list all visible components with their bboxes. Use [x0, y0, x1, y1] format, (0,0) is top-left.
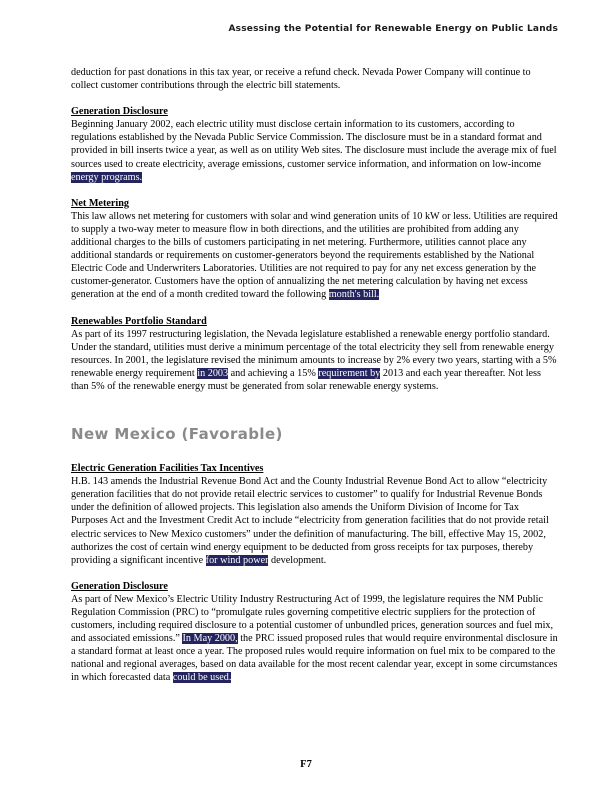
text-run: H.B. 143 amends the Industrial Revenue Bond Act and the County Industrial Revenue Bond Act to allow “electricity generation facilities that do not provide retail electric services to customer” to qualify for Industrial Revenue Bonds under the definition of allowed projects. This legislation also amends the Uniform Division of Income for Tax Purposes Act and the Investment Credit Act to include “electricity from generation facilities that do not provide retail electric services to New Mexico customers” under the definition of manufacturing. The bill, effective May 15, 2002, authorizes the cost of certain wind energy equipment to be deducted from gross receipts for tax purposes, thereby providing a significant incentive — [71, 476, 549, 566]
section-heading: Electric Generation Facilities Tax Incentives — [71, 463, 264, 475]
highlighted-text: requirement by — [318, 367, 381, 379]
section-generation-disclosure-nevada — [71, 105, 558, 184]
running-header — [71, 24, 558, 34]
highlighted-text: for wind power — [205, 554, 269, 566]
text-run: development. — [268, 554, 327, 566]
highlighted-text: In May 2000, — [182, 633, 238, 645]
page-number: F7 — [300, 759, 312, 770]
text-run: the PRC issued proposed rules that would require environmental disclosure in a standard format at least once a year. The proposed rules would require information on fuel mix to be compared to the national and regional averages, based on data available for the most recent calendar year, except in some circumstances in which forecasted data — [71, 633, 558, 684]
text-run: As part of its 1997 restructuring legislation, the Nevada legislature established a renewable energy portfolio standard. Under the standard, utilities must derive a minimum percentage of the total electricity they sell from renewable energy resources. In 2001, the legislature revised the minimum amounts to increase by 2% every two years, starting with a 5% renewable energy requirement — [71, 328, 557, 379]
text-run: deduction for past donations in this tax year, or receive a refund check. Nevada Power Company will continue to collect customer contributions through the electric bill statements. — [71, 67, 531, 92]
section-heading: Renewables Portfolio Standard — [71, 315, 207, 327]
section-paragraph — [71, 210, 558, 302]
section-heading: Generation Disclosure — [71, 106, 168, 118]
section-net-metering — [71, 197, 558, 302]
section-paragraph — [71, 593, 558, 685]
highlighted-text: month's bill. — [328, 289, 380, 301]
text-run: As part of New Mexico’s Electric Utility Industry Restructuring Act of 1999, the legislature requires the NM Public Regulation Commission (PRC) to “promulgate rules governing competitive electric suppliers for the protection of customers, including required disclosure to a potential customer of unbundled prices, generation sources and fuel mix, and associated emissions.” — [71, 593, 554, 645]
text-run: 2013 and each year thereafter. Not less than 5% of the renewable energy must be generated from solar renewable energy systems. — [71, 367, 541, 392]
highlighted-text: in 2003 — [197, 367, 229, 379]
section-electric-generation-facilities-tax-incentives — [71, 462, 558, 567]
page-footer — [0, 759, 612, 770]
section-paragraph — [71, 328, 558, 393]
text-run: Beginning January 2002, each electric utility must disclose certain information to its customers, according to regulations established by the Nevada Public Service Commission. The disclosure must be in a standard format and provided in bill inserts twice a year, as well as on utility Web sites. The disclosure must include the average mix of fuel sources used to create electricity, average emissions, customer service information, and information on low-income — [71, 119, 557, 170]
intro-paragraph — [71, 66, 558, 92]
running-header-title: Assessing the Potential for Renewable Energy on Public Lands — [228, 24, 558, 34]
highlighted-text: could be used. — [172, 672, 232, 684]
section-paragraph — [71, 118, 558, 183]
text-run: This law allows net metering for customers with solar and wind generation units of 10 kW or less. Utilities are required to supply a two-way meter to measure flow in both directions, and the utilities are prohibited from adding any additional charges to the bills of customers participating in net metering. Furthermore, utilities cannot place any additional standards or requirements on customer-generators beyond the requirements established by the National Electric Code and Underwriters Laboratories. Utilities are not required to pay for any net excess generation by the customer-generator. Customers have the option of annualizing the net metering calculation by having net excess generation at the end of a month credited toward the following — [71, 210, 558, 301]
section-paragraph — [71, 475, 558, 567]
section-generation-disclosure-new-mexico — [71, 580, 558, 685]
section-renewables-portfolio-standard — [71, 315, 558, 394]
text-run: and achieving a 15% — [228, 367, 319, 379]
highlighted-text: energy programs. — [71, 171, 143, 183]
section-heading: Net Metering — [71, 197, 129, 209]
page-content — [71, 66, 558, 685]
section-heading: Generation Disclosure — [71, 580, 168, 592]
state-heading-new-mexico: New Mexico (Favorable) — [71, 425, 283, 444]
